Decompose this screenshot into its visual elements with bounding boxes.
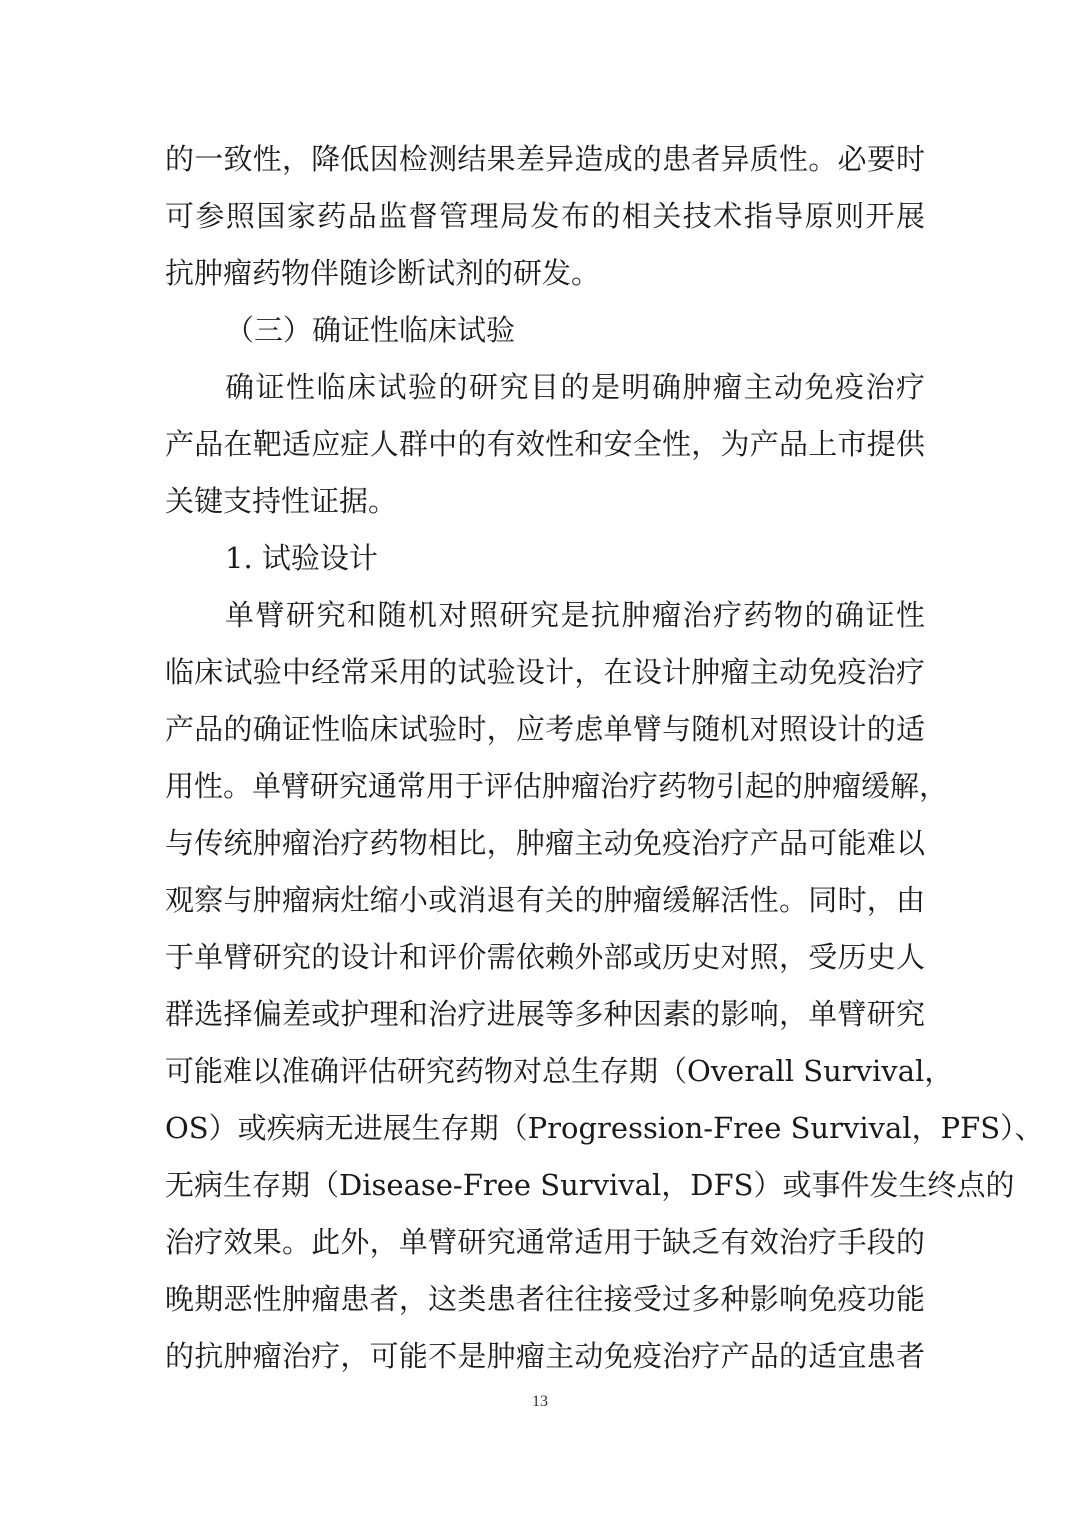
text-line: 的抗肿瘤治疗，可能不是肿瘤主动免疫治疗产品的适宜患者: [165, 1339, 925, 1373]
page-number: 13: [532, 1393, 548, 1410]
section-heading: （三）确证性临床试验: [225, 313, 516, 347]
text-line: 可能难以准确评估研究药物对总生存期（Overall Survival，: [165, 1054, 954, 1088]
text-line: 与传统肿瘤治疗药物相比，肿瘤主动免疫治疗产品可能难以: [165, 826, 925, 860]
subsection-heading: 1. 试验设计: [225, 541, 378, 575]
text-line: 的一致性，降低因检测结果差异造成的患者异质性。必要时: [165, 142, 925, 176]
text-line: 无病生存期（Disease-Free Survival，DFS）或事件发生终点的: [165, 1168, 1015, 1202]
text-line: OS）或疾病无进展生存期（Progression-Free Survival，PFS）、: [165, 1111, 1044, 1145]
text-line: 用性。单臂研究通常用于评估肿瘤治疗药物引起的肿瘤缓解，: [165, 769, 949, 803]
text-line: 临床试验中经常采用的试验设计，在设计肿瘤主动免疫治疗: [165, 655, 925, 689]
text-line: 观察与肿瘤病灶缩小或消退有关的肿瘤缓解活性。同时，由: [165, 883, 925, 917]
text-line: 产品在靶适应症人群中的有效性和安全性，为产品上市提供: [165, 427, 925, 461]
text-line: 抗肿瘤药物伴随诊断试剂的研发。: [165, 256, 601, 290]
text-line: 单臂研究和随机对照研究是抗肿瘤治疗药物的确证性: [225, 598, 925, 632]
text-line: 晚期恶性肿瘤患者，这类患者往往接受过多种影响免疫功能: [165, 1282, 925, 1316]
text-line: 关键支持性证据。: [165, 484, 398, 518]
text-line: 治疗效果。此外，单臂研究通常适用于缺乏有效治疗手段的: [165, 1225, 925, 1259]
text-line: 群选择偏差或护理和治疗进展等多种因素的影响，单臂研究: [165, 997, 925, 1031]
text-line: 于单臂研究的设计和评价需依赖外部或历史对照，受历史人: [165, 940, 925, 974]
text-line: 可参照国家药品监督管理局发布的相关技术指导原则开展: [165, 199, 925, 233]
text-line: 确证性临床试验的研究目的是明确肿瘤主动免疫治疗: [225, 370, 925, 404]
text-line: 产品的确证性临床试验时，应考虑单臂与随机对照设计的适: [165, 712, 925, 746]
